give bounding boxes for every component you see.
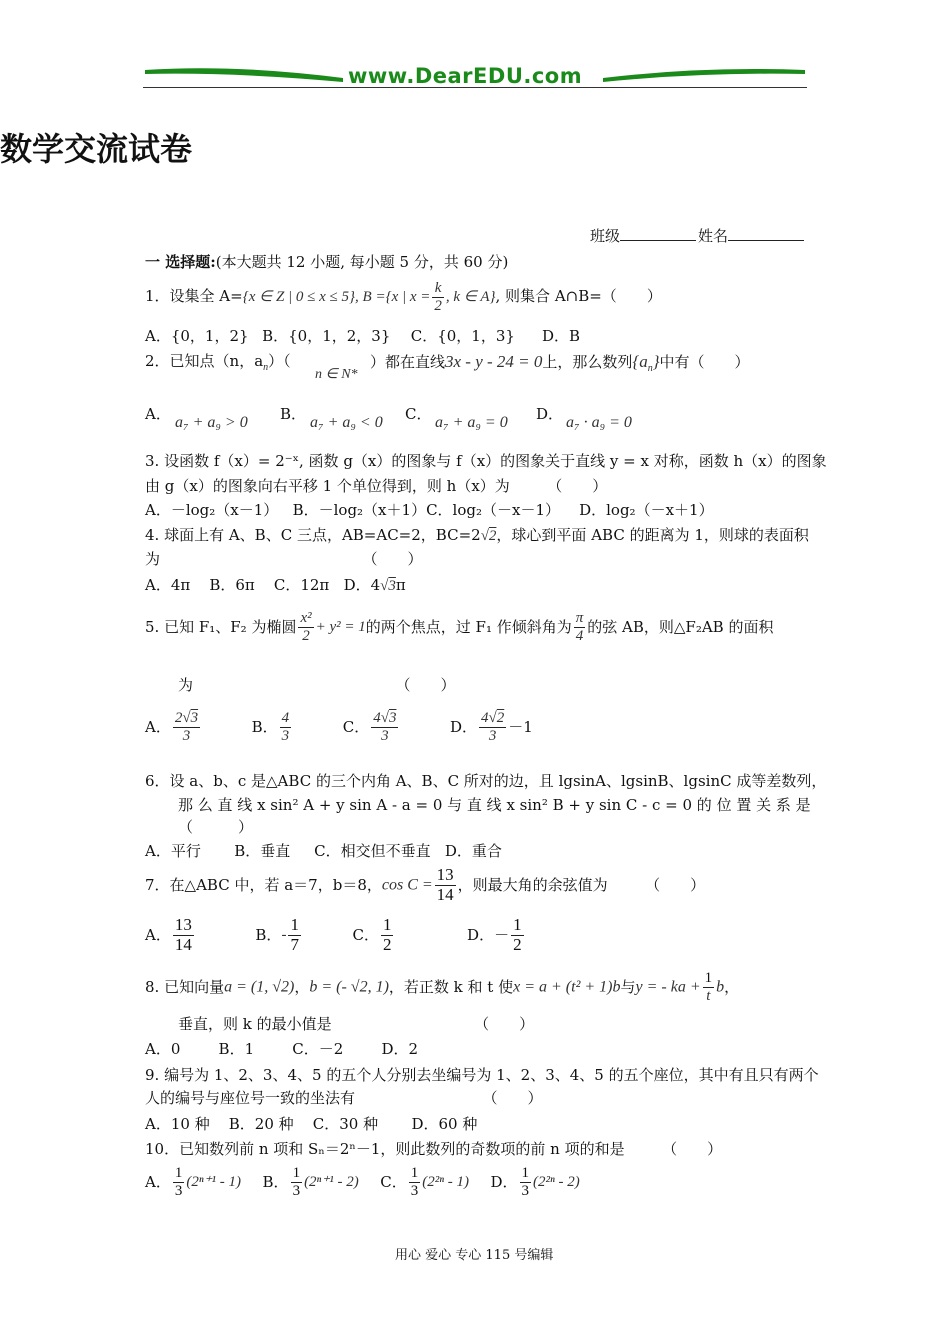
question-4-line1: 4. 球面上有 A、B、C 三点，AB=AC=2，BC=2√2，球心到平面 ABC 的距离为 1，则球的表面积 xyxy=(145,526,809,544)
question-6-line2: 那 么 直 线 x sin² A + y sin A - a = 0 与 直 线 x sin² B + y sin C - c = 0 的 位 置 关 系 是 xyxy=(178,796,811,814)
question-6-line3: （ ） xyxy=(178,818,254,836)
question-2-condition: n ∈ N* xyxy=(315,367,358,382)
question-3-options: A．－log₂（x－1） B．－log₂（x＋1）C．log₂（－x－1） D．log₂（－x＋1） xyxy=(145,501,714,519)
page-footer: 用心 爱心 专心 115 号编辑 xyxy=(395,1248,554,1263)
question-10-stem: 10．已知数列前 n 项和 Sₙ＝2ⁿ－1，则此数列的奇数项的前 n 项的和是 （ ） xyxy=(145,1140,723,1158)
banner-url: www.DearEDU.com xyxy=(348,64,583,88)
question-4-options: A．4π B．6π C．12π D．4√3π xyxy=(145,576,406,594)
section-heading: 一 选择题:(本大题共 12 小题, 每小题 5 分，共 60 分) xyxy=(145,253,509,271)
question-2-option-c: a₇ + a₉ = 0 xyxy=(435,414,508,431)
question-2-option-d-label: D． xyxy=(536,405,564,423)
question-9-line2: 人的编号与座位号一致的坐法有 （ ） xyxy=(145,1089,543,1107)
question-2-stem-cont: ）都在直线3x - y - 24 = 0上，那么数列$\{a_n\}$中有（ ） xyxy=(370,352,750,374)
question-3-line1: 3. 设函数 f（x）= 2⁻ˣ, 函数 g（x）的图象与 f（x）的图象关于直线 y = x 对称，函数 h（x）的图象 xyxy=(145,452,827,470)
question-1-options: A．{0，1，2} B．{0，1，2，3} C．{0，1，3} D．B xyxy=(145,327,581,345)
question-10-options: A． $\frac{1}{3}$ (2ⁿ⁺¹ - 1) B． $\frac{1}{3}$ (2ⁿ⁺¹ - 2) C． $\frac{1}{3}$ (2²ⁿ - 1) D． $\frac{1}{3}$ (2²ⁿ - 2) xyxy=(145,1165,580,1199)
question-2-option-d: a₇ · a₉ = 0 xyxy=(566,414,632,431)
name-field xyxy=(698,227,804,245)
question-9-line1: 9. 编号为 1、2、3、4、5 的五个人分别去坐编号为 1、2、3、4、5 的五个座位，其中有且只有两个 xyxy=(145,1066,819,1084)
question-2-option-b-label: B． xyxy=(280,405,307,423)
question-7-stem: 7．在△ABC 中，若 a＝7，b＝8，cos C = $\frac{13}{14}$ ，则最大角的余弦值为 （ ） xyxy=(145,865,706,904)
header-rule xyxy=(143,87,807,88)
page-title: 数学交流试卷 xyxy=(0,130,193,168)
question-4-line2: 为 （ ） xyxy=(145,550,423,568)
class-label: 班级 xyxy=(590,227,621,245)
question-2-options: A． xyxy=(145,405,171,423)
class-field xyxy=(590,227,696,245)
question-2-stem: 2．已知点（n，$a_n$）（ xyxy=(145,352,291,373)
name-label: 姓名 xyxy=(698,227,729,245)
question-7-options: A． $\frac{13}{14}$ B．- $\frac{1}{7}$ C． $\frac{1}{2}$ D．－ $\frac{1}{2}$ xyxy=(145,915,522,954)
question-9-options: A．10 种 B．20 种 C．30 种 D．60 种 xyxy=(145,1115,478,1133)
question-6-options: A．平行 B．垂直 C．相交但不垂直 D．重合 xyxy=(145,842,502,860)
question-8-stem: 8. 已知向量a = (1, √2)，b = (- √2, 1)，若正数 k 和 t 使x = a + (t² + 1)b与y = - ka + $\frac{1}{t}$ b， xyxy=(145,970,740,1004)
question-2-option-a: a₇ + a₉ > 0 xyxy=(175,414,248,431)
question-5-line2: 为 （ ） xyxy=(178,676,456,694)
question-8-options: A．0 B．1 C．－2 D．2 xyxy=(145,1040,419,1058)
question-2-option-b: a₇ + a₉ < 0 xyxy=(310,414,383,431)
question-6-line1: 6．设 a、b、c 是△ABC 的三个内角 A、B、C 所对的边，且 lgsinA、lgsinB、lgsinC 成等差数列， xyxy=(145,772,827,790)
question-5-stem: 5. 已知 F₁、F₂ 为椭圆 $\frac{\text{x²}}{2}$ + y² = 1的两个焦点，过 F₁ 作倾斜角为 $\frac{\pi}{4}$ 的弦 AB，则△F₂AB 的面积 xyxy=(145,610,774,644)
question-3-line2: 由 g（x）的图象向右平移 1 个单位得到，则 h（x）为 （ ） xyxy=(145,477,608,495)
question-1-stem: 1．设集全 A={x ∈ Z | 0 ≤ x ≤ 5}, B ={x | x = $\frac{k}{2}$ , k ∈ A}, 则集合 A∩B=（ ） xyxy=(145,280,662,314)
question-2-option-c-label: C． xyxy=(405,405,432,423)
question-8-line2: 垂直，则 k 的最小值是 （ ） xyxy=(178,1015,535,1033)
question-5-options: A． $\frac{2√3}{3}$ B． $\frac{4}{3}$ C． $\frac{4√3}{3}$ D． $\frac{4√2}{3}$ －1 xyxy=(145,710,533,744)
